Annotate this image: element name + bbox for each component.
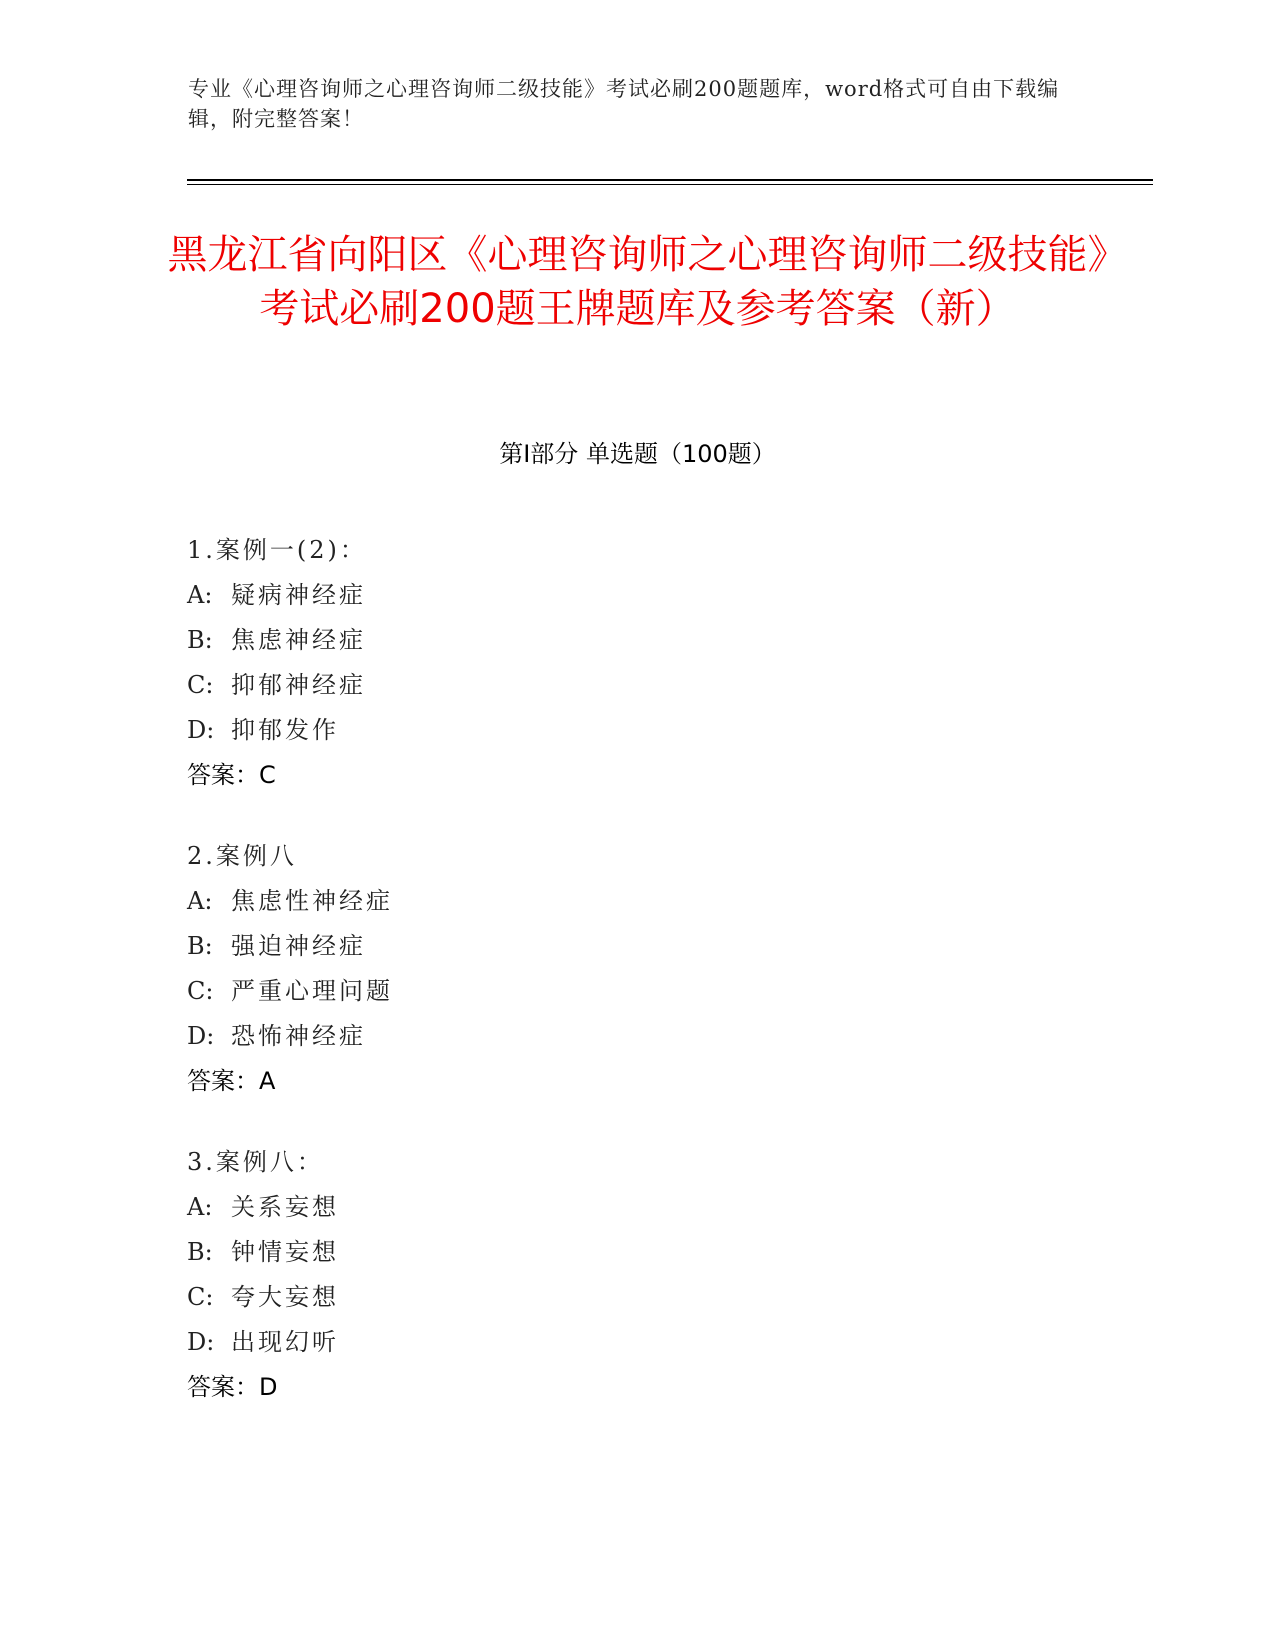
- option-a: [187, 573, 1087, 618]
- answer-key: 答案：A: [187, 1067, 276, 1095]
- answer-key: 答案：C: [187, 761, 276, 789]
- option-d: [187, 1320, 1087, 1365]
- option-text: 疑病神经症: [231, 581, 366, 609]
- header-rule-thin: [187, 184, 1153, 185]
- option-text: 夸大妄想: [231, 1283, 339, 1311]
- header-note: 专业《心理咨询师之心理咨询师二级技能》考试必刷200题题库，word格式可自由下载编辑，附完整答案！: [188, 77, 1060, 131]
- document-title: 黑龙江省向阳区《心理咨询师之心理咨询师二级技能》考试必刷200题王牌题库及参考答案（新）: [167, 232, 1108, 332]
- question-stem: 2.案例八: [187, 842, 297, 870]
- option-c: [187, 1275, 1087, 1320]
- option-letter: B:: [187, 626, 213, 654]
- option-b: [187, 924, 1087, 969]
- option-letter: A:: [187, 581, 213, 609]
- option-d: [187, 1014, 1087, 1059]
- option-a: [187, 1185, 1087, 1230]
- question-stem: 3.案例八：: [187, 1148, 324, 1176]
- option-text: 焦虑神经症: [231, 626, 366, 654]
- header-rule-thick: [187, 179, 1153, 181]
- option-text: 恐怖神经症: [231, 1022, 366, 1050]
- option-letter: D:: [187, 716, 215, 744]
- option-text: 关系妄想: [231, 1193, 339, 1221]
- option-letter: B:: [187, 932, 213, 960]
- option-d: [187, 708, 1087, 753]
- option-letter: D:: [187, 1022, 215, 1050]
- question-item: [187, 834, 1087, 1104]
- option-text: 焦虑性神经症: [231, 887, 393, 915]
- question-list: [187, 528, 1087, 1446]
- option-a: [187, 879, 1087, 924]
- option-letter: A:: [187, 1193, 213, 1221]
- question-item: [187, 1140, 1087, 1410]
- option-letter: C:: [187, 1283, 214, 1311]
- option-text: 严重心理问题: [231, 977, 393, 1005]
- option-letter: C:: [187, 671, 214, 699]
- question-item: [187, 528, 1087, 798]
- option-b: [187, 1230, 1087, 1275]
- option-letter: A:: [187, 887, 213, 915]
- option-text: 抑郁发作: [231, 716, 339, 744]
- answer-key: 答案：D: [187, 1373, 278, 1401]
- option-c: [187, 663, 1087, 708]
- option-letter: B:: [187, 1238, 213, 1266]
- section-title: 第Ⅰ部分 单选题（100题）: [499, 440, 776, 468]
- option-text: 强迫神经症: [231, 932, 366, 960]
- option-letter: C:: [187, 977, 214, 1005]
- option-letter: D:: [187, 1328, 215, 1356]
- option-b: [187, 618, 1087, 663]
- option-c: [187, 969, 1087, 1014]
- option-text: 抑郁神经症: [231, 671, 366, 699]
- option-text: 出现幻听: [231, 1328, 339, 1356]
- option-text: 钟情妄想: [231, 1238, 339, 1266]
- question-stem: 1.案例一(2)：: [187, 536, 367, 564]
